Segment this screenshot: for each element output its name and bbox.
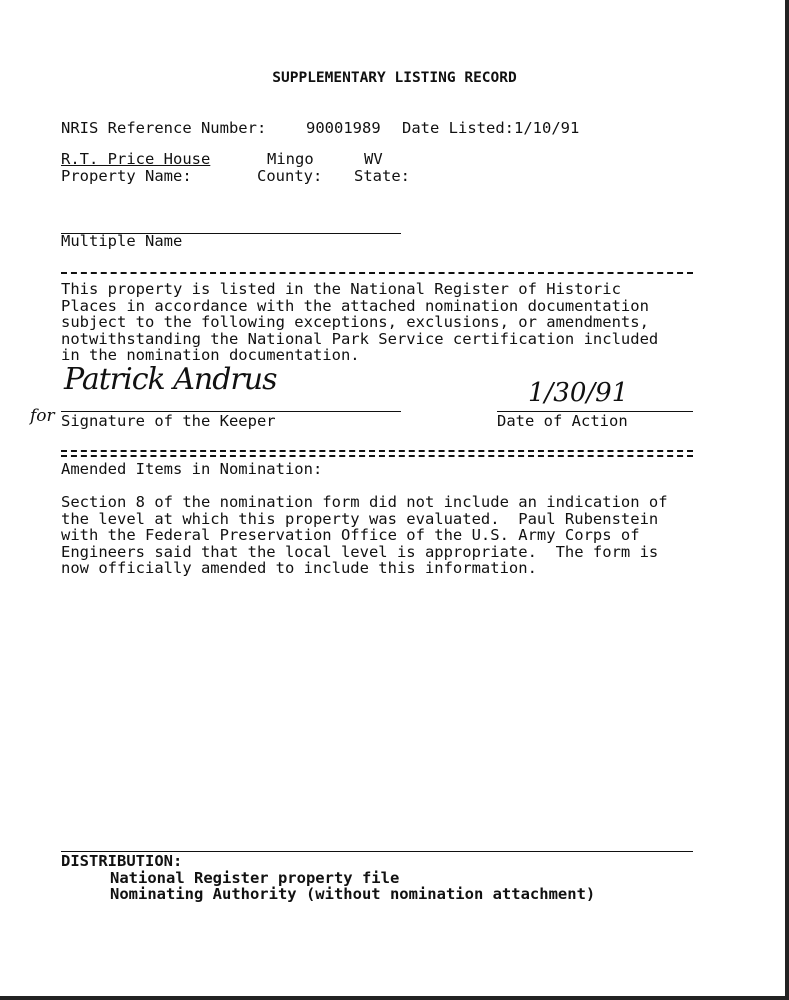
multiple-name-label: Multiple Name	[61, 232, 183, 250]
county-value: Mingo	[267, 150, 314, 168]
date-listed-value: 1/10/91	[514, 119, 580, 137]
amended-heading: Amended Items in Nomination:	[61, 460, 323, 478]
distribution-item: National Register property file	[110, 869, 400, 887]
keeper-signature: Patrick Andrus	[64, 362, 277, 397]
for-mark: for	[30, 406, 55, 426]
scan-border-bottom	[0, 996, 789, 1000]
keeper-label: Signature of the Keeper	[61, 412, 276, 430]
action-date-label: Date of Action	[497, 412, 628, 430]
distribution-item: Nominating Authority (without nomination attachment)	[110, 885, 596, 903]
state-value: WV	[364, 150, 383, 168]
amended-line: the level at which this property was evaluated. Paul Rubenstein	[61, 509, 659, 528]
distribution-heading: DISTRIBUTION:	[61, 852, 183, 870]
document-title: SUPPLEMENTARY LISTING RECORD	[272, 70, 517, 86]
amended-line: now officially amended to include this information.	[61, 559, 537, 577]
statement-line: subject to the following exceptions, exclusions, or amendments,	[61, 313, 649, 331]
statement-line: in the nomination documentation.	[61, 346, 360, 364]
separator-dashed	[61, 272, 693, 274]
scan-border-right	[785, 0, 789, 1000]
property-name-label: Property Name:	[61, 167, 192, 185]
nris-ref-label: NRIS Reference Number:	[61, 119, 267, 137]
statement-line: Places in accordance with the attached nomination documentation	[61, 296, 649, 315]
county-label: County:	[257, 167, 323, 185]
action-date-handwritten: 1/30/91	[528, 378, 629, 408]
statement-line: notwithstanding the National Park Service certification included	[61, 329, 659, 348]
amended-line: with the Federal Preservation Office of the U.S. Army Corps of	[61, 526, 640, 544]
property-name-value: R.T. Price House	[61, 150, 211, 168]
nris-ref-value: 90001989	[306, 119, 381, 137]
date-listed-label: Date Listed:	[402, 119, 514, 137]
state-label: State:	[354, 167, 410, 185]
amended-line: Section 8 of the nomination form did not include an indication of	[61, 493, 668, 511]
statement-line: This property is listed in the National Register of Historic	[61, 280, 621, 298]
amended-line: Engineers said that the local level is appropriate. The form is	[61, 542, 659, 561]
separator-double	[61, 450, 693, 457]
